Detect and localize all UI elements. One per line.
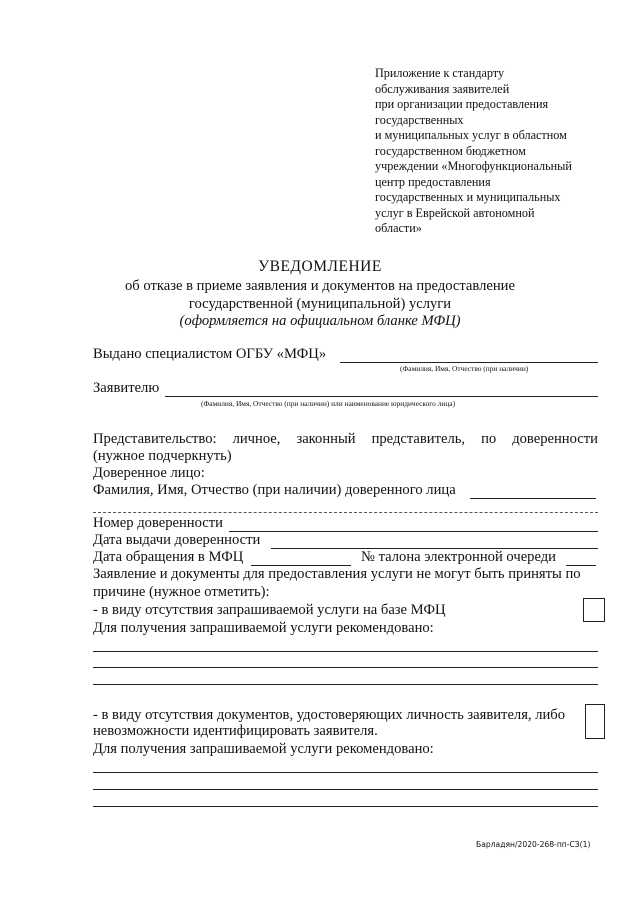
applicant-hint: (Фамилия, Имя, Отчество (при наличии) или наименование юридического лица) [201, 399, 456, 408]
representation-option-personal[interactable]: личное, [232, 431, 281, 447]
trustee-label: Доверенное лицо: [93, 465, 205, 481]
no-id-checkbox[interactable] [585, 704, 605, 739]
document-title: УВЕДОМЛЕНИЕ [258, 258, 382, 275]
header-line: обслуживания заявителей [375, 81, 510, 96]
header-line: Приложение к стандарту [375, 66, 505, 80]
recommendation-2-line-2[interactable] [93, 789, 598, 790]
document-subtitle-line1: об отказе в приеме заявления и документов на предоставление [125, 278, 515, 294]
representation-line [93, 431, 598, 448]
applicant-label: Заявителю [93, 380, 160, 396]
recommendation-1-line-2[interactable] [93, 667, 598, 668]
header-line: при организации предоставления [375, 97, 549, 111]
representation-word: по [481, 431, 497, 447]
header-line: государственном бюджетном [375, 143, 526, 158]
reason-option-no-id-line1: - в виду отсутствия документов, удостоверяющих личность заявителя, либо [93, 707, 566, 723]
reason-option-no-id-line2: невозможности идентифицировать заявителя. [93, 723, 378, 739]
trustee-name-field[interactable] [470, 498, 596, 499]
request-date-label: Дата обращения в МФЦ [93, 549, 244, 565]
header-line: услуг в Еврейской автономной [375, 205, 535, 220]
document-subtitle-line2: государственной (муниципальной) услуги [188, 296, 452, 312]
header-line: и муниципальных услуг в областном [375, 128, 567, 142]
poa-date-label: Дата выдачи доверенности [93, 532, 261, 548]
reason-option-no-service: - в виду отсутствия запрашиваемой услуги на базе МФЦ [93, 602, 446, 618]
header-line: учреждении «Многофункциональный [375, 159, 572, 173]
trustee-name-field-continuation[interactable] [93, 512, 598, 513]
reason-intro-line2: причине (нужное отметить): [93, 584, 270, 600]
recommended-label-2: Для получения запрашиваемой услуги рекомендовано: [93, 741, 434, 757]
header-line: области» [375, 221, 422, 235]
poa-number-field[interactable] [229, 531, 598, 532]
issued-by-field[interactable] [340, 362, 598, 363]
recommendation-2-line-3[interactable] [93, 806, 598, 807]
no-service-checkbox[interactable] [583, 598, 605, 622]
representation-word: Представительство: [93, 431, 217, 447]
header-line: центр предоставления [375, 174, 491, 189]
ticket-number-label: № талона электронной очереди [361, 549, 556, 565]
applicant-field[interactable] [165, 396, 598, 397]
poa-number-label: Номер доверенности [93, 515, 223, 531]
representation-note: (нужное подчеркнуть) [93, 448, 232, 464]
document-subtitle-note: (оформляется на официальном бланке МФЦ) [179, 313, 461, 329]
representation-option-legal-rep[interactable]: представитель, [371, 431, 466, 447]
recommendation-1-line-1[interactable] [93, 651, 598, 652]
trustee-name-label: Фамилия, Имя, Отчество (при наличии) доверенного лица [93, 482, 456, 498]
issued-by-hint: (Фамилия, Имя, Отчество (при наличии) [400, 364, 529, 373]
recommendation-2-line-1[interactable] [93, 772, 598, 773]
representation-option-proxy[interactable]: доверенности [512, 431, 598, 447]
header-line: государственных [375, 112, 464, 127]
recommendation-1-line-3[interactable] [93, 684, 598, 685]
representation-option-legal[interactable]: законный [296, 431, 356, 447]
header-attachment-note [375, 66, 605, 237]
header-line: государственных и муниципальных [375, 190, 561, 204]
footer-document-code: Барладян/2020-268-пп-СЗ(1) [476, 840, 591, 849]
reason-intro-line1: Заявление и документы для предоставления услуги не могут быть приняты по [93, 566, 581, 582]
recommended-label-1: Для получения запрашиваемой услуги рекомендовано: [93, 620, 434, 636]
issued-by-label: Выдано специалистом ОГБУ «МФЦ» [93, 346, 327, 362]
